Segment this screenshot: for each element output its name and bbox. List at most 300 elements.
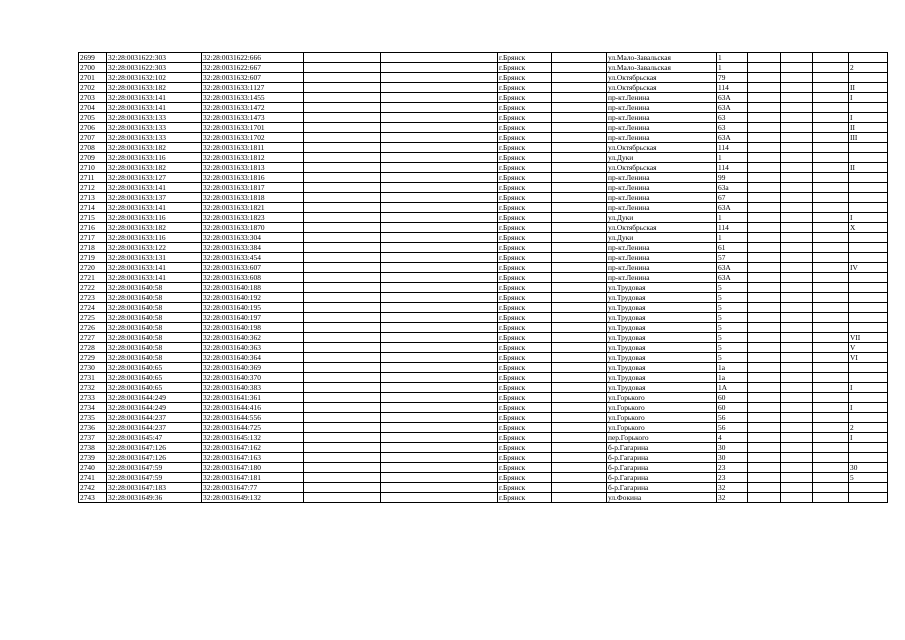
- cell-empty-col-f: [813, 273, 849, 283]
- cell-empty-col-a: [304, 203, 381, 213]
- cell-empty-col-d: [748, 53, 781, 63]
- cell-street: пр-кт.Ленина: [607, 193, 717, 203]
- cell-empty-col-b: [381, 303, 498, 313]
- cell-city: г.Брянск: [498, 253, 552, 263]
- cell-street: ул.Трудовая: [607, 353, 717, 363]
- cell-object-cadastral-number: 32:28:0031647:181: [202, 473, 304, 483]
- cell-house-number: 63А: [717, 93, 748, 103]
- cell-empty-col-d: [748, 353, 781, 363]
- cell-object-cadastral-number: 32:28:0031645:132: [202, 433, 304, 443]
- cell-empty-col-c: [552, 83, 607, 93]
- cell-empty-col-b: [381, 203, 498, 213]
- cell-house-number: 5: [717, 343, 748, 353]
- cell-empty-col-e: [781, 73, 813, 83]
- cell-street: ул.Горького: [607, 423, 717, 433]
- cell-city: г.Брянск: [498, 83, 552, 93]
- cell-street: ул.Октябрьская: [607, 83, 717, 93]
- cell-house-number: 63а: [717, 183, 748, 193]
- cell-house-number: 1: [717, 153, 748, 163]
- cell-empty-col-d: [748, 173, 781, 183]
- cell-premise-number: IV: [849, 263, 888, 273]
- cell-premise-number: [849, 203, 888, 213]
- cell-empty-col-e: [781, 163, 813, 173]
- cell-row-number: 2704: [79, 103, 107, 113]
- cell-empty-col-d: [748, 393, 781, 403]
- cell-empty-col-c: [552, 143, 607, 153]
- cell-land-cadastral-number: 32:28:0031633:141: [107, 203, 202, 213]
- cell-empty-col-a: [304, 363, 381, 373]
- cell-land-cadastral-number: 32:28:0031649:36: [107, 493, 202, 503]
- cell-empty-col-f: [813, 443, 849, 453]
- cell-empty-col-a: [304, 273, 381, 283]
- cell-land-cadastral-number: 32:28:0031633:133: [107, 113, 202, 123]
- cell-premise-number: X: [849, 223, 888, 233]
- cell-empty-col-e: [781, 393, 813, 403]
- cell-land-cadastral-number: 32:28:0031633:182: [107, 223, 202, 233]
- cell-row-number: 2738: [79, 443, 107, 453]
- cell-land-cadastral-number: 32:28:0031640:58: [107, 303, 202, 313]
- cell-street: ул.Трудовая: [607, 323, 717, 333]
- cell-empty-col-c: [552, 293, 607, 303]
- cell-empty-col-b: [381, 343, 498, 353]
- cell-row-number: 2724: [79, 303, 107, 313]
- cell-land-cadastral-number: 32:28:0031644:237: [107, 413, 202, 423]
- cell-empty-col-f: [813, 93, 849, 103]
- cell-street: пр-кт.Ленина: [607, 173, 717, 183]
- cell-empty-col-d: [748, 463, 781, 473]
- cell-house-number: 5: [717, 283, 748, 293]
- cell-empty-col-a: [304, 263, 381, 273]
- cell-street: ул.Дуки: [607, 153, 717, 163]
- cell-empty-col-a: [304, 53, 381, 63]
- table-row: [79, 333, 888, 343]
- cell-empty-col-a: [304, 233, 381, 243]
- cell-premise-number: [849, 253, 888, 263]
- cell-empty-col-a: [304, 73, 381, 83]
- cell-empty-col-a: [304, 243, 381, 253]
- cell-city: г.Брянск: [498, 293, 552, 303]
- cell-premise-number: [849, 313, 888, 323]
- cell-object-cadastral-number: 32:28:0031633:304: [202, 233, 304, 243]
- cell-city: г.Брянск: [498, 123, 552, 133]
- cell-empty-col-d: [748, 363, 781, 373]
- cell-empty-col-c: [552, 313, 607, 323]
- cell-house-number: 63А: [717, 133, 748, 143]
- cell-land-cadastral-number: 32:28:0031640:58: [107, 323, 202, 333]
- cell-empty-col-f: [813, 203, 849, 213]
- cell-object-cadastral-number: 32:28:0031633:1127: [202, 83, 304, 93]
- cell-street: ул.Октябрьская: [607, 163, 717, 173]
- cell-empty-col-a: [304, 463, 381, 473]
- cell-empty-col-b: [381, 433, 498, 443]
- cell-empty-col-d: [748, 183, 781, 193]
- cell-empty-col-e: [781, 483, 813, 493]
- cell-empty-col-f: [813, 63, 849, 73]
- cell-empty-col-e: [781, 373, 813, 383]
- cell-row-number: 2701: [79, 73, 107, 83]
- cell-empty-col-a: [304, 443, 381, 453]
- cell-land-cadastral-number: 32:28:0031633:116: [107, 233, 202, 243]
- cell-street: ул.Горького: [607, 403, 717, 413]
- cell-row-number: 2717: [79, 233, 107, 243]
- cell-city: г.Брянск: [498, 153, 552, 163]
- cell-street: б-р.Гагарина: [607, 473, 717, 483]
- cell-premise-number: 30: [849, 463, 888, 473]
- cell-empty-col-c: [552, 253, 607, 263]
- cell-land-cadastral-number: 32:28:0031640:58: [107, 353, 202, 363]
- cell-premise-number: I: [849, 113, 888, 123]
- cell-city: г.Брянск: [498, 53, 552, 63]
- cell-object-cadastral-number: 32:28:0031640:197: [202, 313, 304, 323]
- cell-empty-col-a: [304, 163, 381, 173]
- cell-row-number: 2736: [79, 423, 107, 433]
- cell-empty-col-f: [813, 83, 849, 93]
- cell-empty-col-a: [304, 483, 381, 493]
- cell-empty-col-a: [304, 183, 381, 193]
- cell-empty-col-b: [381, 293, 498, 303]
- cell-object-cadastral-number: 32:28:0031640:195: [202, 303, 304, 313]
- cell-empty-col-d: [748, 313, 781, 323]
- cell-empty-col-b: [381, 483, 498, 493]
- cell-object-cadastral-number: 32:28:0031647:77: [202, 483, 304, 493]
- cell-street: ул.Горького: [607, 393, 717, 403]
- cell-empty-col-f: [813, 413, 849, 423]
- cell-empty-col-a: [304, 333, 381, 343]
- cell-empty-col-f: [813, 263, 849, 273]
- cell-empty-col-b: [381, 453, 498, 463]
- cell-premise-number: I: [849, 383, 888, 393]
- cell-street: ул.Трудовая: [607, 303, 717, 313]
- cell-empty-col-d: [748, 423, 781, 433]
- cell-empty-col-b: [381, 393, 498, 403]
- cell-empty-col-e: [781, 133, 813, 143]
- cell-empty-col-e: [781, 193, 813, 203]
- cell-object-cadastral-number: 32:28:0031640:369: [202, 363, 304, 373]
- table-row: [79, 443, 888, 453]
- cell-row-number: 2699: [79, 53, 107, 63]
- cell-row-number: 2716: [79, 223, 107, 233]
- cell-premise-number: [849, 363, 888, 373]
- cell-empty-col-e: [781, 273, 813, 283]
- cell-empty-col-c: [552, 403, 607, 413]
- cell-house-number: 60: [717, 403, 748, 413]
- cell-street: пр-кт.Ленина: [607, 263, 717, 273]
- cell-empty-col-e: [781, 113, 813, 123]
- cell-empty-col-f: [813, 433, 849, 443]
- cell-empty-col-f: [813, 373, 849, 383]
- cell-empty-col-a: [304, 173, 381, 183]
- table-row: [79, 403, 888, 413]
- cell-object-cadastral-number: 32:28:0031640:364: [202, 353, 304, 363]
- cell-row-number: 2734: [79, 403, 107, 413]
- cell-empty-col-a: [304, 213, 381, 223]
- cell-empty-col-c: [552, 123, 607, 133]
- table-row: [79, 473, 888, 483]
- cell-empty-col-e: [781, 433, 813, 443]
- cell-object-cadastral-number: 32:28:0031633:1701: [202, 123, 304, 133]
- cell-empty-col-d: [748, 253, 781, 263]
- cell-house-number: 5: [717, 293, 748, 303]
- cell-city: г.Брянск: [498, 323, 552, 333]
- cell-empty-col-b: [381, 93, 498, 103]
- cell-object-cadastral-number: 32:28:0031633:1817: [202, 183, 304, 193]
- cell-empty-col-c: [552, 423, 607, 433]
- cell-empty-col-b: [381, 63, 498, 73]
- cell-empty-col-e: [781, 253, 813, 263]
- cell-city: г.Брянск: [498, 273, 552, 283]
- cell-empty-col-d: [748, 343, 781, 353]
- cell-house-number: 56: [717, 423, 748, 433]
- cell-city: г.Брянск: [498, 333, 552, 343]
- cell-empty-col-f: [813, 493, 849, 503]
- table-row: [79, 113, 888, 123]
- cell-city: г.Брянск: [498, 413, 552, 423]
- cell-object-cadastral-number: 32:28:0031633:454: [202, 253, 304, 263]
- cell-empty-col-c: [552, 303, 607, 313]
- cell-city: г.Брянск: [498, 433, 552, 443]
- cell-empty-col-e: [781, 333, 813, 343]
- cell-land-cadastral-number: 32:28:0031647:183: [107, 483, 202, 493]
- cell-city: г.Брянск: [498, 133, 552, 143]
- cell-empty-col-e: [781, 283, 813, 293]
- cell-empty-col-e: [781, 383, 813, 393]
- table-row: [79, 273, 888, 283]
- cell-empty-col-f: [813, 223, 849, 233]
- cell-empty-col-a: [304, 143, 381, 153]
- cell-empty-col-b: [381, 463, 498, 473]
- cell-object-cadastral-number: 32:28:0031640:192: [202, 293, 304, 303]
- cell-object-cadastral-number: 32:28:0031633:1818: [202, 193, 304, 203]
- cell-object-cadastral-number: 32:28:0031633:1816: [202, 173, 304, 183]
- table-row: [79, 283, 888, 293]
- cell-empty-col-e: [781, 83, 813, 93]
- cell-empty-col-d: [748, 323, 781, 333]
- cell-empty-col-e: [781, 473, 813, 483]
- cell-empty-col-a: [304, 493, 381, 503]
- table-row: [79, 223, 888, 233]
- cell-land-cadastral-number: 32:28:0031633:141: [107, 273, 202, 283]
- cell-row-number: 2742: [79, 483, 107, 493]
- cell-land-cadastral-number: 32:28:0031633:116: [107, 153, 202, 163]
- table-row: [79, 413, 888, 423]
- cell-empty-col-a: [304, 453, 381, 463]
- cell-empty-col-d: [748, 293, 781, 303]
- cell-empty-col-a: [304, 133, 381, 143]
- cell-empty-col-a: [304, 383, 381, 393]
- cell-city: г.Брянск: [498, 493, 552, 503]
- cell-empty-col-c: [552, 73, 607, 83]
- cell-empty-col-e: [781, 53, 813, 63]
- table-row: [79, 373, 888, 383]
- cell-street: пер.Горького: [607, 433, 717, 443]
- register-table-body: [79, 53, 888, 503]
- cell-city: г.Брянск: [498, 283, 552, 293]
- cell-land-cadastral-number: 32:28:0031633:131: [107, 253, 202, 263]
- cell-empty-col-a: [304, 123, 381, 133]
- cell-empty-col-a: [304, 413, 381, 423]
- table-row: [79, 133, 888, 143]
- cell-empty-col-b: [381, 193, 498, 203]
- cell-empty-col-c: [552, 273, 607, 283]
- cell-street: ул.Октябрьская: [607, 223, 717, 233]
- cell-land-cadastral-number: 32:28:0031633:122: [107, 243, 202, 253]
- cell-empty-col-c: [552, 93, 607, 103]
- cell-empty-col-b: [381, 183, 498, 193]
- cell-house-number: 63А: [717, 273, 748, 283]
- cell-object-cadastral-number: 32:28:0031641:361: [202, 393, 304, 403]
- cell-city: г.Брянск: [498, 463, 552, 473]
- cell-empty-col-e: [781, 103, 813, 113]
- cell-empty-col-b: [381, 223, 498, 233]
- cell-premise-number: [849, 293, 888, 303]
- cell-empty-col-b: [381, 153, 498, 163]
- cell-empty-col-d: [748, 203, 781, 213]
- table-row: [79, 93, 888, 103]
- table-row: [79, 243, 888, 253]
- cell-empty-col-f: [813, 343, 849, 353]
- cell-premise-number: [849, 373, 888, 383]
- cell-city: г.Брянск: [498, 183, 552, 193]
- cell-premise-number: [849, 173, 888, 183]
- cell-row-number: 2733: [79, 393, 107, 403]
- cell-row-number: 2722: [79, 283, 107, 293]
- cell-street: пр-кт.Ленина: [607, 253, 717, 263]
- cell-premise-number: II: [849, 83, 888, 93]
- cell-object-cadastral-number: 32:28:0031622:667: [202, 63, 304, 73]
- cell-land-cadastral-number: 32:28:0031633:141: [107, 103, 202, 113]
- cell-house-number: 1: [717, 53, 748, 63]
- cell-empty-col-f: [813, 233, 849, 243]
- cell-empty-col-f: [813, 423, 849, 433]
- cell-land-cadastral-number: 32:28:0031640:58: [107, 283, 202, 293]
- cell-empty-col-c: [552, 193, 607, 203]
- cell-land-cadastral-number: 32:28:0031633:133: [107, 133, 202, 143]
- cell-object-cadastral-number: 32:28:0031640:370: [202, 373, 304, 383]
- cell-row-number: 2737: [79, 433, 107, 443]
- cell-land-cadastral-number: 32:28:0031640:65: [107, 373, 202, 383]
- cell-row-number: 2700: [79, 63, 107, 73]
- cell-object-cadastral-number: 32:28:0031622:666: [202, 53, 304, 63]
- cell-house-number: 5: [717, 333, 748, 343]
- cell-empty-col-c: [552, 113, 607, 123]
- cell-row-number: 2721: [79, 273, 107, 283]
- table-row: [79, 143, 888, 153]
- table-row: [79, 483, 888, 493]
- cell-premise-number: [849, 393, 888, 403]
- cell-empty-col-e: [781, 423, 813, 433]
- cell-empty-col-e: [781, 243, 813, 253]
- cell-empty-col-c: [552, 373, 607, 383]
- cell-city: г.Брянск: [498, 73, 552, 83]
- cell-premise-number: [849, 273, 888, 283]
- cell-empty-col-c: [552, 393, 607, 403]
- cell-empty-col-c: [552, 263, 607, 273]
- cell-empty-col-c: [552, 223, 607, 233]
- cell-object-cadastral-number: 32:28:0031633:1813: [202, 163, 304, 173]
- cell-land-cadastral-number: 32:28:0031633:182: [107, 163, 202, 173]
- cell-city: г.Брянск: [498, 63, 552, 73]
- table-row: [79, 393, 888, 403]
- cell-land-cadastral-number: 32:28:0031633:116: [107, 213, 202, 223]
- cell-empty-col-f: [813, 173, 849, 183]
- cell-empty-col-d: [748, 63, 781, 73]
- cell-empty-col-d: [748, 153, 781, 163]
- cell-street: ул.Трудовая: [607, 333, 717, 343]
- cell-premise-number: V: [849, 343, 888, 353]
- cell-house-number: 30: [717, 453, 748, 463]
- cell-empty-col-b: [381, 173, 498, 183]
- cell-land-cadastral-number: 32:28:0031644:237: [107, 423, 202, 433]
- cell-empty-col-e: [781, 153, 813, 163]
- cell-empty-col-f: [813, 53, 849, 63]
- cell-object-cadastral-number: 32:28:0031633:384: [202, 243, 304, 253]
- cell-house-number: 114: [717, 143, 748, 153]
- cell-land-cadastral-number: 32:28:0031640:58: [107, 313, 202, 323]
- cell-empty-col-a: [304, 63, 381, 73]
- cell-empty-col-a: [304, 423, 381, 433]
- cell-house-number: 32: [717, 483, 748, 493]
- cell-land-cadastral-number: 32:28:0031633:141: [107, 93, 202, 103]
- cell-city: г.Брянск: [498, 303, 552, 313]
- table-row: [79, 353, 888, 363]
- cell-row-number: 2730: [79, 363, 107, 373]
- cell-row-number: 2712: [79, 183, 107, 193]
- cell-empty-col-b: [381, 413, 498, 423]
- cell-city: г.Брянск: [498, 163, 552, 173]
- cell-city: г.Брянск: [498, 203, 552, 213]
- cell-empty-col-e: [781, 493, 813, 503]
- cell-empty-col-f: [813, 293, 849, 303]
- cell-object-cadastral-number: 32:28:0031633:1811: [202, 143, 304, 153]
- cell-land-cadastral-number: 32:28:0031622:303: [107, 53, 202, 63]
- cell-street: пр-кт.Ленина: [607, 273, 717, 283]
- cell-empty-col-b: [381, 353, 498, 363]
- cell-row-number: 2723: [79, 293, 107, 303]
- cell-land-cadastral-number: 32:28:0031644:249: [107, 403, 202, 413]
- cell-house-number: 63: [717, 123, 748, 133]
- table-row: [79, 303, 888, 313]
- cell-empty-col-b: [381, 253, 498, 263]
- table-row: [79, 293, 888, 303]
- cell-row-number: 2732: [79, 383, 107, 393]
- cell-empty-col-e: [781, 213, 813, 223]
- cell-empty-col-a: [304, 193, 381, 203]
- cell-empty-col-d: [748, 223, 781, 233]
- cell-empty-col-d: [748, 403, 781, 413]
- table-row: [79, 463, 888, 473]
- cell-empty-col-c: [552, 183, 607, 193]
- cell-land-cadastral-number: 32:28:0031632:102: [107, 73, 202, 83]
- cell-empty-col-e: [781, 233, 813, 243]
- table-row: [79, 123, 888, 133]
- cell-object-cadastral-number: 32:28:0031633:1702: [202, 133, 304, 143]
- cell-premise-number: 5: [849, 473, 888, 483]
- cell-empty-col-f: [813, 303, 849, 313]
- cell-empty-col-b: [381, 213, 498, 223]
- cell-empty-col-b: [381, 113, 498, 123]
- cell-land-cadastral-number: 32:28:0031640:58: [107, 333, 202, 343]
- cell-house-number: 1а: [717, 363, 748, 373]
- table-row: [79, 343, 888, 353]
- cell-empty-col-a: [304, 83, 381, 93]
- cell-premise-number: VII: [849, 333, 888, 343]
- cell-empty-col-c: [552, 243, 607, 253]
- cell-empty-col-b: [381, 123, 498, 133]
- cell-row-number: 2714: [79, 203, 107, 213]
- cell-house-number: 114: [717, 83, 748, 93]
- cell-city: г.Брянск: [498, 113, 552, 123]
- cell-house-number: 32: [717, 493, 748, 503]
